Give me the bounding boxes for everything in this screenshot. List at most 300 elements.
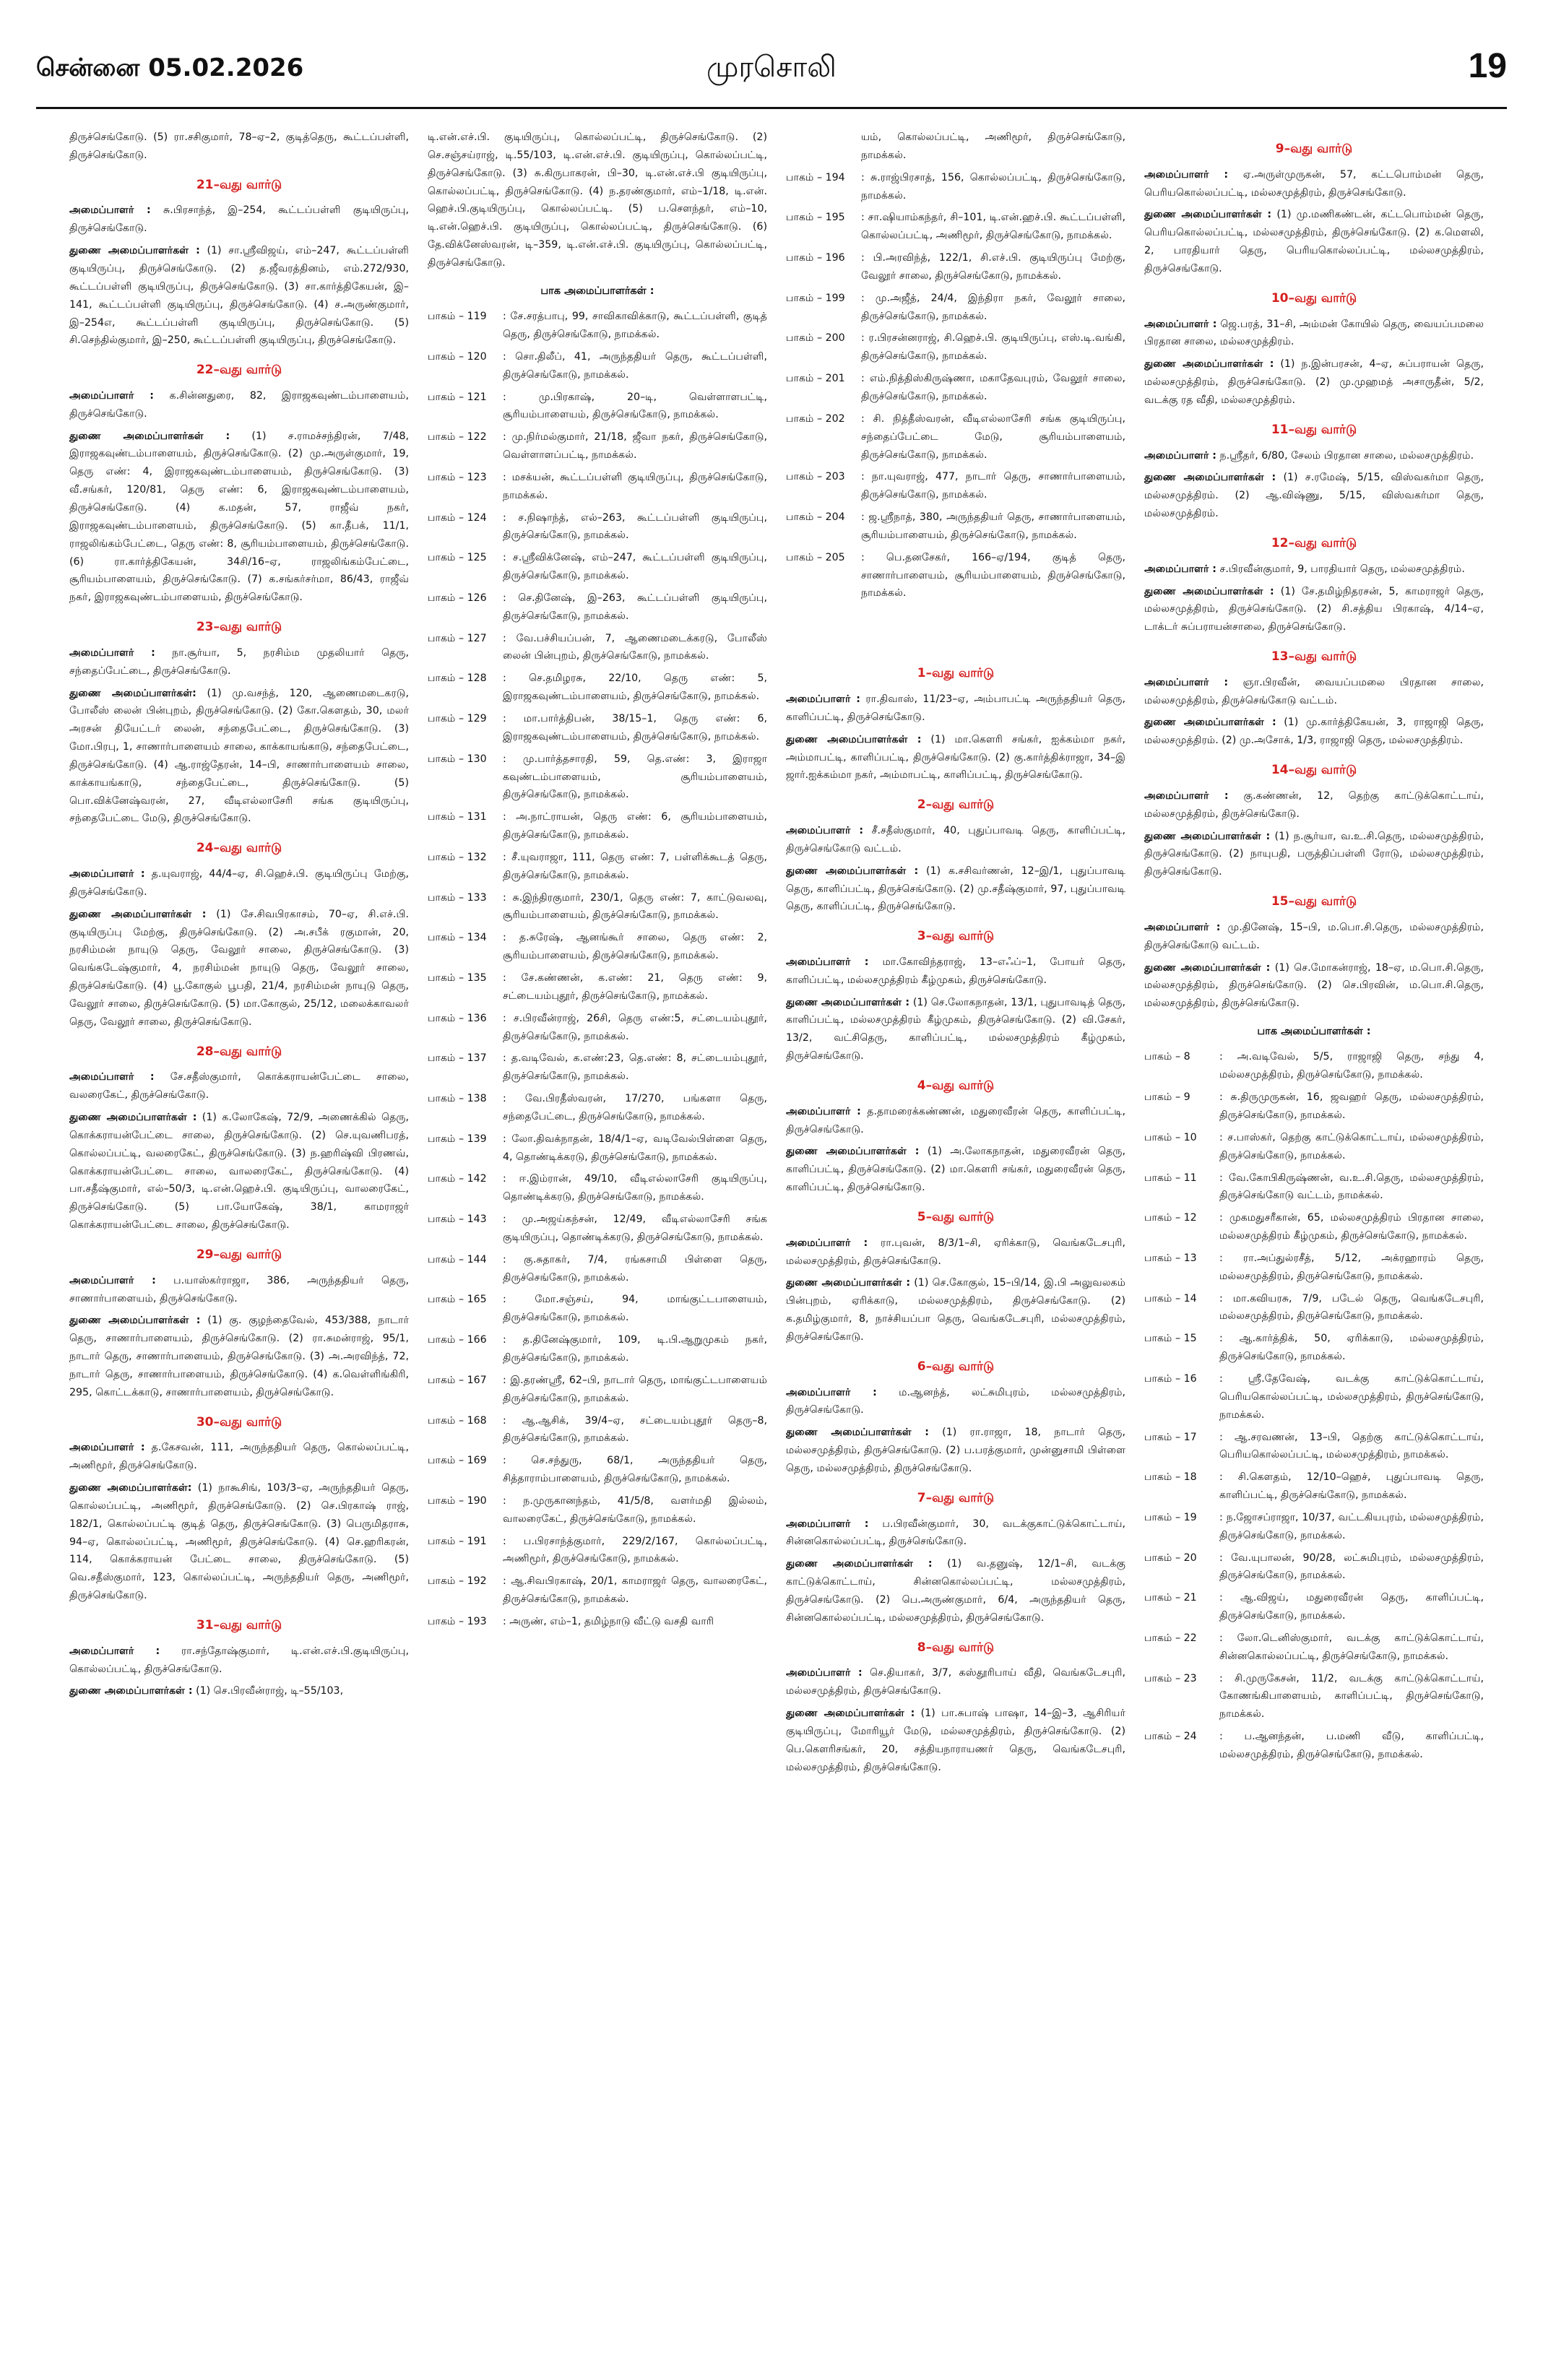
organiser-entry [786, 1103, 1125, 1139]
ward-heading: 12–வது வார்டு [1271, 535, 1357, 550]
organiser-details: ரா.சந்தோஷ்குமார், டி.என்.எச்.பி.குடியிருப்பு, கொல்லப்பட்டி, திருச்செங்கோடு. [69, 1645, 409, 1675]
organiser-entry [428, 129, 767, 272]
organiser-entry [1144, 316, 1484, 352]
role-label: துணை அமைப்பாளர்கள் : [1144, 209, 1272, 221]
booth-number: பாகம் – 11 [1144, 1172, 1197, 1184]
role-label: அமைப்பாளர் : [1144, 921, 1221, 933]
organiser-entry [786, 994, 1125, 1065]
booth-number: பாகம் – 133 [428, 891, 487, 904]
organiser-entry [1144, 959, 1484, 1013]
organiser-details: ம.ஆனந்த், லட்சுமிபுரம், மல்லசமுத்திரம், திருச்செங்கோடு. [786, 1386, 1125, 1416]
ward-heading: 23–வது வார்டு [196, 620, 282, 635]
organiser-entry [786, 1555, 1125, 1627]
booth-entry [428, 389, 767, 425]
booth-entry [786, 249, 1125, 285]
booth-organiser: : ப.பிரசாந்த்குமார், 229/2/167, கொல்லப்பட்டி, அணிமூர், திருச்செங்கோடு, நாமக்கல். [503, 1535, 767, 1565]
booth-entry [428, 670, 767, 706]
organiser-details: கு.கண்ணன், 12, தெற்கு காட்டுக்கொட்டாய், மல்லசமுத்திரம், திருச்செங்கோடு. [1144, 789, 1484, 820]
booth-number: பாகம் – 124 [428, 511, 487, 524]
booth-number: பாகம் – 169 [428, 1455, 487, 1467]
booth-organiser: : ப.ஆனந்தன், ப.மணி வீடு, காளிப்பட்டி, மல்லசமுத்திரம், திருச்செங்கோடு, நாமக்கல். [1219, 1731, 1484, 1760]
booth-organiser: : சு.திருமுருகன், 16, ஜவஹர் தெரு, மல்லசமுத்திரம், திருச்செங்கோடு, நாமக்கல். [1219, 1091, 1484, 1121]
booth-organiser: : ஆ.விஜய், மதுரைவீரன் தெரு, காளிப்பட்டி, திருச்செங்கோடு, நாமக்கல். [1219, 1592, 1484, 1622]
booth-organiser: : மு.பார்த்தசாரதி, 59, தெ.எண்: 3, இராஜா கவுண்டம்பாளையம், சூரியம்பாளையம், திருச்செங்கோடு, நாமக்கல். [503, 753, 767, 801]
booth-organiser: யம், கொல்லப்பட்டி, அணிமூர், திருச்செங்கோடு, நாமக்கல். [861, 131, 1125, 161]
role-label: துணை அமைப்பாளர்கள் : [69, 908, 207, 920]
booth-organiser: : கு.சுதாகர், 7/4, ரங்கசாமி பிள்ளை தெரு, திருச்செங்கோடு, நாமக்கல். [503, 1253, 767, 1284]
ward-heading: 24–வது வார்டு [196, 841, 282, 856]
booth-organiser: : அ.வடிவேல், 5/5, ராஜாஜி தெரு, சந்து 4, மல்லசமுத்திரம், திருச்செங்கோடு, நாமக்கல். [1219, 1051, 1484, 1081]
organiser-details: செ.தியாகர், 3/7, கஸ்தூரிபாய் வீதி, வெங்கடேசபுரி, மல்லசமுத்திரம், திருச்செங்கோடு. [786, 1667, 1125, 1697]
booth-organiser: : த.தினேஷ்குமார், 109, டி.பி.ஆறுமுகம் நகர், திருச்செங்கோடு, நாமக்கல். [503, 1334, 767, 1364]
organiser-entry [1144, 469, 1484, 523]
role-label: துணை அமைப்பாளர்கள் : [786, 865, 919, 877]
booth-entry [1144, 1728, 1484, 1764]
organiser-entry [786, 1143, 1125, 1197]
organiser-entry [69, 906, 409, 1031]
booth-entry [1144, 1468, 1484, 1505]
booth-entry [428, 969, 767, 1005]
booth-organiser: : சீ.யுவராஜா, 111, தெரு எண்: 7, பள்ளிக்கூடத் தெரு, திருச்செங்கோடு, நாமக்கல். [503, 851, 767, 881]
booth-organiser: : அ.நாட்ராயன், தெரு எண்: 6, சூரியம்பாளையம், திருச்செங்கோடு, நாமக்கல். [503, 811, 767, 841]
ward-heading: 13–வது வார்டு [1271, 649, 1357, 665]
ward-heading: 5–வது வார்டு [917, 1209, 995, 1224]
booth-organiser: : ஆ.கார்த்திக், 50, ஏரிக்காடு, மல்லசமுத்திரம், திருச்செங்கோடு, நாமக்கல். [1219, 1333, 1484, 1363]
booth-organiser: : ச.பாஸ்கர், தெற்கு காட்டுக்கொட்டாய், மல்லசமுத்திரம், திருச்செங்கோடு, நாமக்கல். [1219, 1131, 1484, 1161]
organiser-details: சே.சதீஸ்குமார், கொக்கராயன்பேட்டை சாலை, வலரைகேட், திருச்செங்கோடு. [69, 1071, 409, 1102]
organiser-entry [786, 1705, 1125, 1776]
organiser-details: (1) ச.ராமச்சந்திரன், 7/48, இராஜகவுண்டம்பாளையம், திருச்செங்கோடு. (2) மு.அருள்குமார், 19, தெரு எண்: 4, இராஜகவுண்டம்பாளையம், திருச்செங்கோடு. (3) வீ.சங்கர், 120/81, தெரு எண்: 6, இராஜகவுண்டம்பாளையம், திருச்செங்கோடு. (4) க.மதன், 57, ராஜீவ் நகர், இராஜகவுண்டம்பாளையம், திருச்செங்கோடு. (5) கா.தீபக், 11/1, ராஜலிங்கம்பேட்டை, தெரு எண்: 8, சூரியம்பாளையம், திருச்செங்கோடு. (6) ரா.கார்த்திகேயன், 34சி/16–ஏ, ராஜலிங்கம்பேட்டை, சூரியம்பாளையம், திருச்செங்கோடு. (7) க.சங்கர்சர்மா, 86/43, ராஜீவ் நகர், இராஜகவுண்டம்பாளையம், திருச்செங்கோடு. [69, 430, 409, 604]
booth-number: பாகம் – 190 [428, 1494, 487, 1507]
role-label: அமைப்பாளர் : [1144, 563, 1216, 575]
booth-entry [786, 549, 1125, 603]
role-label: அமைப்பாளர் : [1144, 449, 1216, 462]
role-label: துணை அமைப்பாளர்கள் : [69, 1685, 193, 1697]
booth-number: பாகம் – 203 [786, 471, 845, 483]
booth-entry [786, 468, 1125, 504]
ward-heading: 22–வது வார்டு [196, 363, 282, 378]
organiser-entry [69, 1682, 409, 1700]
booth-entry [1144, 1169, 1484, 1206]
booth-number: பாகம் – 194 [786, 171, 845, 183]
booth-entry [428, 1572, 767, 1609]
role-label: துணை அமைப்பாளர்கள் : [1144, 961, 1271, 974]
organiser-details: டி.என்.எச்.பி. குடியிருப்பு, கொல்லப்பட்டி, திருச்செங்கோடு. (2) செ.சஞ்சய்ராஜ், டி.55/103, டி.என்.எச்.பி. குடியிருப்பு, கொல்லப்பட்டி, திருச்செங்கோடு. (3) சு.கிருபாகரன், பி–30, டி.என்.எச்.பி குடியிருப்பு, கொல்லப்பட்டி, திருச்செங்கோடு. (4) ந.தரண்குமார், எம்–1/18, டி.என். ஹெச்.பி.குடியிருப்பு, கொல்லப்பட்டி. (5) ப.சௌந்தர், எம்–10, டி.என்.ஹெச்.பி. குடியிருப்பு, கொல்லப்பட்டி, திருச்செங்கோடு. (6) தே.விக்னேஸ்வரன், டி–359, டி.என்.எச்.பி. குடியிருப்பு, கொல்லப்பட்டி, திருச்செங்கோடு. [428, 131, 767, 269]
booth-entry [786, 209, 1125, 245]
organiser-entry [69, 1068, 409, 1104]
booth-organiser: : மு.நிர்மல்குமார், 21/18, ஜீவா நகர், திருச்செங்கோடு, வெள்ளாளப்பட்டி, நாமக்கல். [503, 431, 767, 462]
booth-organiser: : ஆ.சிவபிரகாஷ், 20/1, காமராஜர் தெரு, வாலரைகேட், திருச்செங்கோடு, நாமக்கல். [503, 1575, 767, 1606]
booth-number: பாகம் – 166 [428, 1334, 487, 1346]
role-label: துணை அமைப்பாளர்கள் : [786, 1558, 933, 1570]
organiser-entry [786, 953, 1125, 990]
booth-number: பாகம் – 14 [1144, 1292, 1197, 1304]
booth-organiser: : லோ.திவக்நாதன், 18/4/1–ஏ, வடிவேல்பிள்ளை தெரு, 4, தொண்டிக்கரடு, திருச்செங்கோடு, நாமக்கல். [503, 1133, 767, 1163]
organiser-details: த.தாமரைக்கண்ணன், மதுரைவீரன் தெரு, காளிப்பட்டி, திருச்செங்கோடு. [786, 1105, 1125, 1135]
organiser-details: (1) க.லோகேஷ், 72/9, அணைக்கில் தெரு, கொக்கராயன்பேட்டை சாலை, திருச்செங்கோடு. (2) செ.யுவணிபரத், கொல்லப்பட்டி, வலரைகேட், திருச்செங்கோடு. (3) ந.ஹரிஷ்வி பிரணவ், கொக்கராயன்பேட்டை சாலை, வாலரைகேட், திருச்செங்கோடு. (4) பா.சதீஷ்குமார், எல்–50/3, டி.என்.ஹெச்.பி. குடியிருப்பு, வாலரைகேட், திருச்செங்கோடு. (5) பா.யோகேஷ், 38/1, காமராஜர் கொக்கராயன்பேட்டை சாலை, திருச்செங்கோடு. [69, 1112, 409, 1232]
organiser-details: (1) செ.பிரவீன்ராஜ், டி–55/103, [192, 1685, 344, 1697]
booth-organiser: : சே.கண்ணன், க.எண்: 21, தெரு எண்: 9, சட்டையம்புதூர், திருச்செங்கோடு, நாமக்கல். [503, 972, 767, 1002]
organiser-details: (1) ந.இன்பரசன், 4–ஏ, சுப்பராயன் தெரு, மல்லசமுத்திரம், திருச்செங்கோடு. (2) மு.முஹமத் அசாருதீன், 5/2, வடக்கு ரத வீதி, மல்லசமுத்திரம். [1144, 358, 1484, 406]
role-label: துணை அமைப்பாளர்கள் : [786, 996, 910, 1008]
booth-organiser: : த.வடிவேல், க.எண்:23, தெ.எண்: 8, சட்டையம்புதூர், திருச்செங்கோடு, நாமக்கல். [503, 1052, 767, 1083]
booth-organiser: : செ.சந்துரு, 68/1, அருந்ததியர் தெரு, சித்தாராம்பாளையம், திருச்செங்கோடு, நாமக்கல். [503, 1455, 767, 1485]
booth-organiser: : சு.இந்திரகுமார், 230/1, தெரு எண்: 7, காட்டுவலவு, சூரியம்பாளையம், திருச்செங்கோடு, நாமக்கல். [503, 891, 767, 922]
booth-number: பாகம் – 129 [428, 713, 487, 724]
booth-number: பாகம் – 205 [786, 551, 845, 563]
organiser-entry [69, 1439, 409, 1475]
booth-organiser: : ந.முருகானந்தம், 41/5/8, வளர்மதி இல்லம், வாலரைகேட், திருச்செங்கோடு, நாமக்கல். [503, 1494, 767, 1525]
booth-entry [1144, 1290, 1484, 1326]
booth-number: பாகம் – 191 [428, 1535, 487, 1547]
booth-entry [428, 308, 767, 344]
role-label: அமைப்பாளர் : [1144, 789, 1229, 802]
booth-entry [428, 750, 767, 805]
organiser-details: மா.கோவிந்தராஜ், 13–எஃப்–1, போயர் தெரு, காளிப்பட்டி, மல்லசமுத்திரம் கீழ்முகம், திருச்செங்கோடு. [786, 956, 1125, 986]
organiser-entry [786, 731, 1125, 785]
role-label: அமைப்பாளர் : [1144, 676, 1228, 688]
organiser-entry [1144, 355, 1484, 410]
role-label: அமைப்பாளர் : [786, 1237, 868, 1249]
organiser-details: ஞா.பிரவீன், வையப்பமலை பிரதான சாலை, மல்லசமுத்திரம், திருச்செங்கோடு வட்டம். [1144, 676, 1484, 706]
organiser-entry [1144, 447, 1484, 465]
booth-number: பாகம் – 136 [428, 1012, 487, 1024]
organiser-entry [69, 685, 409, 828]
organiser-entry [69, 428, 409, 607]
role-label: அமைப்பாளர் : [786, 1105, 861, 1117]
booth-entry [1144, 1250, 1484, 1286]
booth-organiser: : அருண், எம்–1, தமிழ்நாடு வீட்டு வசதி வாரி [503, 1615, 714, 1627]
booth-organiser: : ஈ.இம்ரான், 49/10, வீடிஎல்லாசேரி குடியிருப்பு, தொண்டிக்கரடு, திருச்செங்கோடு, நாமக்கல். [503, 1173, 767, 1203]
booth-organiser: : சி. நித்தீஸ்வரன், வீடிஎல்லாசேரி சங்க குடியிருப்பு, சந்தைப்பேட்டை மேடு, சூரியம்பாளையம், திருச்செங்கோடு, நாமக்கல். [861, 412, 1125, 461]
booth-entry [1144, 1370, 1484, 1424]
organiser-details: சு.பிரசாந்த், இ–254, கூட்டப்பள்ளி குடியிருப்பு, திருச்செங்கோடு. [69, 204, 409, 235]
organiser-entry [1144, 919, 1484, 955]
booth-organiser: : ஜ.ஸ்ரீநாத், 380, அருந்ததியர் தெரு, சாணார்பாளையம், சூரியம்பாளையம், திருச்செங்கோடு, நாமக்கல். [861, 511, 1125, 541]
organiser-entry [69, 1643, 409, 1679]
organiser-entry [69, 129, 409, 165]
organiser-details: (1) அ.லோகநாதன், மதுரைவீரன் தெரு, காளிப்பட்டி, திருச்செங்கோடு. (2) மா.கௌரி சங்கர், மதுரைவீரன் தெரு, காளிப்பட்டி, திருச்செங்கோடு. [786, 1146, 1125, 1194]
booth-number: பாகம் – 22 [1144, 1632, 1197, 1644]
booth-entry [428, 1090, 767, 1126]
booth-organiser: : பி.அரவிந்த், 122/1, சி.எச்.பி. குடியிருப்பு மேற்கு, வேலூர் சாலை, திருச்செங்கோடு, நாமக்கல். [861, 252, 1125, 282]
booth-number: பாகம் – 201 [786, 373, 845, 385]
booth-number: பாகம் – 139 [428, 1133, 487, 1145]
booth-number: பாகம் – 9 [1144, 1091, 1190, 1104]
booth-number: பாகம் – 196 [786, 252, 845, 264]
organiser-details: ப.யாஸ்கர்ராஜா, 386, அருந்ததியர் தெரு, சாணார்பாளையம், திருச்செங்கோடு. [69, 1274, 409, 1304]
booth-organiser: : பெ.தனசேகர், 166–ஏ/194, குடித் தெரு, சாணார்பாளையம், சூரியம்பாளையம், திருச்செங்கோடு, நாமக்கல். [861, 551, 1125, 600]
booth-entry [428, 1170, 767, 1206]
organiser-details: ரா.புவன், 8/3/1–சி, ஏரிக்காடு, வெங்கடேசபுரி, மல்லசமுத்திரம், திருச்செங்கோடு. [786, 1237, 1125, 1267]
booth-number: பாகம் – 132 [428, 851, 487, 863]
page-header [36, 40, 1507, 98]
booth-number: பாகம் – 135 [428, 972, 487, 984]
booth-organiser: : ச.பிரவீன்ராஜ், 26சி, தெரு எண்:5, சட்டையம்புதூர், திருச்செங்கோடு, நாமக்கல். [503, 1012, 767, 1042]
booth-organiser: : ஸ்ரீ.தேவேஷ், வடக்கு காட்டுக்கொட்டாய், பெரியகொல்லப்பட்டி, மல்லசமுத்திரம், திருச்செங்கோடு, நாமக்கல். [1219, 1372, 1484, 1421]
booth-entry [428, 1613, 767, 1631]
booth-number: பாகம் – 144 [428, 1253, 487, 1265]
organiser-details: (1) மு.கார்த்திகேயன், 3, ராஜாஜி தெரு, மல்லசமுத்திரம். (2) மு.அசோக், 1/3, ராஜாஜி தெரு, மல்லசமுத்திரம். [1144, 717, 1484, 747]
booth-organiser: : ச.ஸ்ரீவிக்னேஷ், எம்–247, கூட்டப்பள்ளி குடியிருப்பு, திருச்செங்கோடு, நாமக்கல். [503, 552, 767, 582]
booth-organiser: : சே.சரத்பாபு, 99, சாவிகாவிக்காடு, கூட்டப்பள்ளி, குடித் தெரு, திருச்செங்கோடு, நாமக்கல். [503, 311, 767, 340]
organiser-details: (1) க.சசிவர்ணன், 12–இ/1, புதுப்பாவடி தெரு, காளிப்பட்டி, திருச்செங்கோடு. (2) மு.சதீஷ்குமார், 97, புதுப்பாவடி தெரு, காளிப்பட்டி, திருச்செங்கோடு. [786, 865, 1125, 913]
booth-number: பாகம் – 12 [1144, 1212, 1197, 1224]
booth-number: பாகம் – 193 [428, 1615, 487, 1627]
booth-entry [428, 1050, 767, 1086]
booth-number: பாகம் – 142 [428, 1173, 487, 1185]
booth-number: பாகம் – 195 [786, 212, 845, 224]
role-label: அமைப்பாளர் : [69, 1645, 160, 1657]
organiser-details: (1) பா.சுபாஷ் பாஷா, 14–இ–3, ஆசிரியர் குடியிருப்பு, மோரியூர் மேடு, மல்லசமுத்திரம், திருச்செங்கோடு. (2) பெ.கௌரிசங்கர், 20, சத்தியநாராயணர் தெரு, வெங்கடேசபுரி, மல்லசமுத்திரம், திருச்செங்கோடு. [786, 1708, 1125, 1773]
organiser-entry [786, 1515, 1125, 1552]
booth-number: பாகம் – 143 [428, 1213, 487, 1226]
organiser-entry [786, 1384, 1125, 1420]
booth-organiser: : சி.முருகேசன், 11/2, வடக்கு காட்டுக்கொட்டாய், கோணங்கிபாளையம், காளிப்பட்டி, திருச்செங்கோடு, நாமக்கல். [1219, 1672, 1484, 1721]
booth-entry [428, 1251, 767, 1287]
role-label: துணை அமைப்பாளர்கள் : [69, 245, 200, 257]
booth-entry [428, 929, 767, 965]
booth-number: பாகம் – 199 [786, 292, 845, 304]
booth-organiser: : ந.ஜோசப்ராஜா, 10/37, வட்டகியபுரம், மல்லசமுத்திரம், திருச்செங்கோடு, நாமக்கல். [1219, 1511, 1484, 1541]
organiser-details: ந.ஸ்ரீதர், 6/80, சேலம் பிரதான சாலை, மல்லசமுத்திரம். [1216, 449, 1474, 462]
masthead-title: முரசொலி [706, 51, 837, 84]
ward-heading: 31–வது வார்டு [196, 1617, 282, 1632]
booth-organiser: : வே.யுபாலன், 90/28, லட்சுமிபுரம், மல்லசமுத்திரம், திருச்செங்கோடு, நாமக்கல். [1219, 1552, 1484, 1582]
role-label: அமைப்பாளர் : [786, 1667, 863, 1679]
booth-entry [428, 889, 767, 925]
booth-number: பாகம் – 24 [1144, 1731, 1197, 1743]
organiser-details: ஏ.அருள்முருகன், 57, கட்டபொம்மன் தெரு, பெரியகொல்லப்பட்டி, மல்லசமுத்திரம், திருச்செங்கோடு. [1144, 168, 1484, 199]
booth-number: பாகம் – 130 [428, 753, 487, 765]
role-label: அமைப்பாளர் : [69, 389, 154, 402]
booth-entry [1144, 1209, 1484, 1245]
organiser-entry [786, 691, 1125, 727]
ward-heading: 1–வது வார்டு [917, 666, 995, 681]
role-label: துணை அமைப்பாளர்கள் : [69, 430, 230, 442]
booth-number: பாகம் – 18 [1144, 1471, 1197, 1484]
booth-entry [786, 410, 1125, 464]
organiser-entry [69, 242, 409, 350]
booth-organiser: : சொ.திலீப், 41, அருந்ததியர் தெரு, கூட்டப்பள்ளி, திருச்செங்கோடு, நாமக்கல். [503, 350, 767, 381]
organiser-details: (1) கு. குழந்தைவேல், 453/388, நாடார் தெரு, சாணார்பாளையம், திருச்செங்கோடு. (2) ரா.சுமன்ராஜ், 95/1, நாடார் தெரு, சாணார்பாளையம், திருச்செங்கோடு. (3) அ.அரவிந்த், 72, நாடார் தெரு, சாணார்பாளையம், திருச்செங்கோடு. (4) க.வெள்ளிங்கிரி, 295, கொட்டக்காடு, சாணார்பாளையம், திருச்செங்கோடு. [69, 1315, 409, 1398]
ward-heading: 28–வது வார்டு [196, 1044, 282, 1059]
booth-organiser: : இ.தரண்ஸ்ரீ, 62–பி, நாடார் தெரு, மாங்குட்டபாளையம் திருச்செங்கோடு, நாமக்கல். [503, 1374, 767, 1404]
organiser-entry [1144, 166, 1484, 202]
role-label: துணை அமைப்பாளர்கள் : [1144, 358, 1274, 371]
organiser-details: ச.பிரவீன்குமார், 9, பாரதியார் தெரு, மல்லசமுத்திரம். [1216, 563, 1465, 575]
booth-entry [428, 808, 767, 844]
booth-entry [1144, 1129, 1484, 1165]
organiser-entry [786, 1664, 1125, 1700]
organiser-entry [69, 1272, 409, 1308]
booth-organiser: : முகமதுசரீகான், 65, மல்லசமுத்திரம் பிரதான சாலை, மல்லசமுத்திரம் கீழ்முகம், திருச்செங்கோடு, நாமக்கல். [1219, 1212, 1484, 1242]
booth-organiser: : த.சுரேஷ், ஆனங்கூர் சாலை, தெரு எண்: 2, சூரியம்பாளையம், திருச்செங்கோடு, நாமக்கல். [503, 932, 767, 962]
booth-entry [428, 630, 767, 666]
organiser-entry [1144, 561, 1484, 579]
ward-heading: 15–வது வார்டு [1271, 894, 1357, 909]
booth-number: பாகம் – 120 [428, 350, 487, 363]
booth-number: பாகம் – 137 [428, 1052, 487, 1065]
organiser-details: த.யுவராஜ், 44/4–ஏ, சி.ஹெச்.பி. குடியிருப்பு மேற்கு, திருச்செங்கோடு. [69, 868, 409, 898]
role-label: துணை அமைப்பாளர்கள் : [1144, 472, 1276, 484]
organiser-entry [69, 202, 409, 238]
organiser-entry [1144, 206, 1484, 277]
organiser-details: (1) ந.சூர்யா, வ.உ.சி.தெரு, மல்லசமுத்திரம், திருச்செங்கோடு. (2) நாயுபதி, பருத்திப்பள்ளி ரோடு, மல்லசமுத்திரம், திருச்செங்கோடு. [1144, 830, 1484, 878]
booth-number: பாகம் – 10 [1144, 1131, 1197, 1143]
booth-organiser: : ரா.அப்துல்ரசீத், 5/12, அக்ரஹாரம் தெரு, மல்லசமுத்திரம், திருச்செங்கோடு, நாமக்கல். [1219, 1252, 1484, 1282]
booth-number: பாகம் – 204 [786, 511, 845, 524]
booth-organiser: : செ.தமிழரசு, 22/10, தெரு எண்: 5, இராஜகவுண்டம்பாளையம், திருச்செங்கோடு, நாமக்கல். [503, 672, 767, 703]
booth-entry [786, 129, 1125, 165]
ward-heading: 29–வது வார்டு [196, 1247, 282, 1262]
booth-entry [428, 469, 767, 505]
booth-number: பாகம் – 200 [786, 332, 845, 345]
booth-entry [1144, 1670, 1484, 1724]
role-label: அமைப்பாளர் : [69, 1071, 155, 1083]
role-label: அமைப்பாளர் : [786, 693, 860, 705]
booth-organiser: : மசக்யன், கூட்டப்பள்ளி குடியிருப்பு, திருச்செங்கோடு, நாமக்கல். [503, 471, 767, 501]
booth-number: பாகம் – 127 [428, 632, 487, 644]
organiser-details: மு.தினேஷ், 15–பி, ம.பொ.சி.தெரு, மல்லசமுத்திரம், திருச்செங்கோடு வட்டம். [1144, 921, 1484, 951]
booth-entry [428, 1492, 767, 1528]
booth-organiser: : எம்.நித்திஸ்கிருஷ்ணா, மகாதேவபுரம், வேலூர் சாலை, திருச்செங்கோடு, நாமக்கல். [861, 373, 1125, 402]
booth-number: பாகம் – 19 [1144, 1511, 1197, 1523]
organiser-entry [69, 1109, 409, 1234]
organiser-entry [1144, 828, 1484, 882]
ward-heading: 10–வது வார்டு [1271, 290, 1357, 306]
booth-number: பாகம் – 16 [1144, 1372, 1197, 1385]
booth-number [786, 129, 861, 165]
booth-number: பாகம் – 122 [428, 431, 487, 443]
booth-entry [1144, 1429, 1484, 1465]
booth-number: பாகம் – 192 [428, 1575, 487, 1588]
booth-entry [428, 509, 767, 545]
article-columns [69, 129, 1485, 2360]
booth-entry [428, 1211, 767, 1247]
organiser-details: (1) சே.தமிழ்நிதரசன், 5, காமராஜர் தெரு, மல்லசமுத்திரம், திருச்செங்கோடு. (2) சி.சத்திய பிரகாஷ், 4/14–ஏ, டாக்டர் சுப்பராயன்சாலை, திருச்செங்கோடு. [1144, 585, 1484, 633]
organiser-details: (1) செ.லோகநாதன், 13/1, புதுபாவடித் தெரு, காளிப்பட்டி, மல்லசமுத்திரம் கீழ்முகம், திருச்செங்கோடு. (2) வி.சேகர், 13/2, வட்சிதெரு, காளிப்பட்டி, மல்லசமுத்திரம் கீழ்முகம், திருச்செங்கோடு. [786, 996, 1125, 1063]
organiser-entry [786, 862, 1125, 917]
organiser-entry [1144, 714, 1484, 750]
ward-heading: 30–வது வார்டு [196, 1414, 282, 1429]
booth-number: பாகம் – 20 [1144, 1552, 1197, 1564]
booth-number: பாகம் – 21 [1144, 1592, 1197, 1604]
organiser-entry [786, 1274, 1125, 1346]
booth-entry [786, 509, 1125, 545]
booth-number: பாகம் – 123 [428, 471, 487, 483]
booth-organiser: : வே.பிரதீஸ்வரன், 17/270, பங்களா தெரு, சந்தைபேட்டை, திருச்செங்கோடு, நாமக்கல். [503, 1093, 767, 1122]
booth-organisers-heading: பாக அமைப்பாளர்கள் : [540, 285, 654, 297]
ward-heading: 8–வது வார்டு [917, 1640, 995, 1655]
organiser-details: (1) செ.மோகன்ராஜ், 18–ஏ, ம.பொ.சி.தெரு, மல்லசமுத்திரம், திருச்செங்கோடு. (2) செ.பிரவின், ம.பொ.சி.தெரு, மல்லசமுத்திரம், திருச்செங்கோடு. [1144, 961, 1484, 1010]
booth-number: பாகம் – 131 [428, 811, 487, 823]
booth-number: பாகம் – 121 [428, 391, 487, 403]
booth-entry [428, 1291, 767, 1327]
organiser-details: ப.பிரவீன்குமார், 30, வடக்குகாட்டுக்கொட்டாய், சின்னகொல்லப்பட்டி, திருச்செங்கோடு. [786, 1518, 1125, 1548]
role-label: துணை அமைப்பாளர்கள்: [69, 1482, 192, 1494]
organiser-details: நா.சூர்யா, 5, நரசிம்ம முதலியார் தெரு, சந்தைப்பேட்டை, திருச்செங்கோடு. [69, 646, 409, 677]
role-label: துணை அமைப்பாளர்கள் : [1144, 830, 1271, 842]
booth-organiser: : மோ.சஞ்சய், 94, மாங்குட்டபாளையம், திருச்செங்கோடு, நாமக்கல். [503, 1294, 767, 1324]
booth-entry [428, 710, 767, 746]
booth-organiser: : நா.யுவராஜ், 477, நாடார் தெரு, சாணார்பாளையம், திருச்செங்கோடு, நாமக்கல். [861, 471, 1125, 501]
booth-entry [786, 169, 1125, 205]
organiser-details: க.சின்னதுரை, 82, இராஜகவுண்டம்பாளையம், திருச்செங்கோடு. [69, 389, 409, 420]
ward-heading: 9–வது வார்டு [1275, 142, 1353, 156]
role-label: அமைப்பாளர் : [69, 204, 151, 217]
organiser-details: ரா.திவாஸ், 11/23–ஏ, அம்பாபட்டி அருந்ததியர் தெரு, காளிப்பட்டி, திருச்செங்கோடு. [786, 693, 1125, 723]
column-gap [786, 607, 1125, 653]
booth-entry [428, 1533, 767, 1569]
organiser-entry [1144, 583, 1484, 637]
booth-organiser: : செ.தினேஷ், இ–263, கூட்டப்பள்ளி குடியிருப்பு, திருச்செங்கோடு, நாமக்கல். [503, 592, 767, 622]
booth-organiser: : சி.கௌதம், 12/10–ஹெச், புதுப்பாவடி தெரு, காளிப்பட்டி, திருச்செங்கோடு, நாமக்கல். [1219, 1471, 1484, 1502]
booth-organiser: : ஆ.ஆசிக், 39/4–ஏ, சட்டையம்புதூர் தெரு–8, திருச்செங்கோடு, நாமக்கல். [503, 1414, 767, 1445]
role-label: அமைப்பாளர் : [786, 1518, 869, 1530]
organiser-details: சீ.சதீஸ்குமார், 40, புதுப்பாவடி தெரு, காளிப்பட்டி, திருச்செங்கோடு வட்டம். [786, 824, 1125, 854]
column-3 [786, 129, 1125, 2360]
booth-organisers-heading: பாக அமைப்பாளர்கள் : [1257, 1026, 1371, 1038]
booth-entry [428, 1331, 767, 1367]
role-label: அமைப்பாளர் : [1144, 318, 1217, 330]
organiser-entry [786, 822, 1125, 858]
column-2 [428, 129, 767, 2360]
organiser-details: (1) வ.தனுஷ், 12/1–சி, வடக்கு காட்டுக்கொட்டாய், சின்னகொல்லப்பட்டி, மல்லசமுத்திரம், திருச்செங்கோடு. (2) பெ.அருண்குமார், 6/4, அருந்ததியர் தெரு, சின்னகொல்லப்பட்டி, மல்லசமுத்திரம், திருச்செங்கோடு. [786, 1558, 1125, 1624]
booth-entry [428, 1010, 767, 1046]
booth-entry [1144, 1589, 1484, 1625]
header-divider [36, 107, 1507, 109]
ward-heading: 2–வது வார்டு [917, 797, 995, 813]
ward-heading: 6–வது வார்டு [917, 1359, 995, 1374]
booth-number: பாகம் – 17 [1144, 1431, 1197, 1443]
role-label: அமைப்பாளர் : [786, 824, 864, 836]
booth-entry [428, 1452, 767, 1488]
booth-organiser: : மு.அஜீத், 24/4, இந்திரா நகர், வேலூர் சாலை, திருச்செங்கோடு, நாமக்கல். [861, 292, 1125, 322]
booth-organiser: : லோ.டெனிஸ்குமார், வடக்கு காட்டுக்கொட்டாய், சின்னகொல்லப்பட்டி, திருச்செங்கோடு, நாமக்கல். [1219, 1632, 1484, 1662]
page-number: 19 [1468, 47, 1507, 85]
ward-heading: 4–வது வார்டு [917, 1078, 995, 1093]
organiser-details: த.கேசவன், 111, அருந்ததியர் தெரு, கொல்லப்பட்டி, அணிமூர், திருச்செங்கோடு. [69, 1442, 409, 1472]
organiser-details: (1) சா.ஸ்ரீவிஜய், எம்–247, கூட்டப்பள்ளி குடியிருப்பு, திருச்செங்கோடு. (2) த.ஜீவரத்தினம், எம்.272/930, கூட்டப்பள்ளி குடியிருப்பு, திருச்செங்கோடு. (3) சா.கார்த்திகேயன், இ–141, கூட்டப்பள்ளி குடியிருப்பு, திருச்செங்கோடு. (4) ச.அருண்குமார், இ–254எ, கூட்டப்பள்ளி குடியிருப்பு, திருச்செங்கோடு. (5) சி.செந்தில்குமார், இ–250, கூட்டப்பள்ளி குடியிருப்பு, திருச்செங்கோடு. [69, 245, 409, 347]
role-label: துணை அமைப்பாளர்கள் : [1144, 585, 1274, 597]
ward-heading: 7–வது வார்டு [917, 1490, 995, 1505]
role-label: அமைப்பாளர் : [786, 1386, 877, 1398]
booth-entry [786, 290, 1125, 326]
role-label: அமைப்பாளர் : [69, 646, 155, 659]
organiser-entry [69, 1312, 409, 1401]
edition-date: சென்னை 05.02.2026 [36, 53, 304, 82]
organiser-details: (1) மு.மணிகண்டன், கட்டபொம்மன் தெரு, பெரியகொல்லப்பட்டி, மல்லசமுத்திரம், திருச்செங்கோடு. (2) க.மௌலி, 2, பாரதியார் தெரு, பெரியகொல்லப்பட்டி, மல்லசமுத்திரம், திருச்செங்கோடு. [1144, 209, 1484, 274]
organiser-entry [786, 1234, 1125, 1271]
organiser-entry [786, 1424, 1125, 1478]
booth-entry [428, 589, 767, 626]
organiser-details: (1) சே.சிவபிரகாசம், 70–ஏ, சி.எச்.பி. குடியிருப்பு மேற்கு, திருச்செங்கோடு. (2) அ.சபீக் ரகுமான், 20, நரசிம்மன் நாயுடு தெரு, வேலூர் சாலை, திருச்செங்கோடு. (3) வெங்கடேஷ்குமார், 4, நரசிம்மன் நாயுடு தெரு, வேலூர் சாலை, திருச்செங்கோடு. (4) பூ.கோகுல் பூபதி, 21/4, நரசிம்மன் நாயுடு தெரு, வேலூர் சாலை, திருச்செங்கோடு. (5) மா.கோகுல், 25/12, மலைக்காவலர் தெரு, வேலூர் சாலை, திருச்செங்கோடு. [69, 908, 409, 1028]
organiser-details: (1) ரா.ராஜா, 18, நாடார் தெரு, மல்லசமுத்திரம், திருச்செங்கோடு. (2) ப.பரத்குமார், முன்னுசாமி பிள்ளை தெரு, மல்லசமுத்திரம், திருச்செங்கோடு. [786, 1427, 1125, 1474]
booth-entry [786, 370, 1125, 406]
booth-number: பாகம் – 167 [428, 1374, 487, 1386]
column-4 [1144, 129, 1484, 2360]
booth-organiser: : சா.ஷியாம்கந்தர், சி–101, டி.என்.ஹச்.பி. கூட்டப்பள்ளி, கொல்லப்பட்டி, அணிமூர், திருச்செங்கோடு, நாமக்கல். [861, 212, 1125, 242]
booth-number: பாகம் – 8 [1144, 1051, 1190, 1063]
booth-entry [1144, 1048, 1484, 1084]
booth-number: பாகம் – 15 [1144, 1333, 1197, 1345]
booth-entry [428, 1130, 767, 1167]
organiser-details: (1) செ.கோகுல், 15–பி/14, இ.பி அலுவலகம் பின்புறம், ஏரிக்காடு, மல்லசமுத்திரம், திருச்செங்கோடு. (2) க.தமிழ்குமார், 8, நாச்சியப்பா தெரு, வெங்கடேசபுரி, மல்லசமுத்திரம், திருச்செங்கோடு. [786, 1277, 1125, 1343]
booth-number: பாகம் – 202 [786, 412, 845, 425]
role-label: துணை அமைப்பாளர்கள் : [786, 733, 922, 745]
organiser-entry [69, 387, 409, 423]
